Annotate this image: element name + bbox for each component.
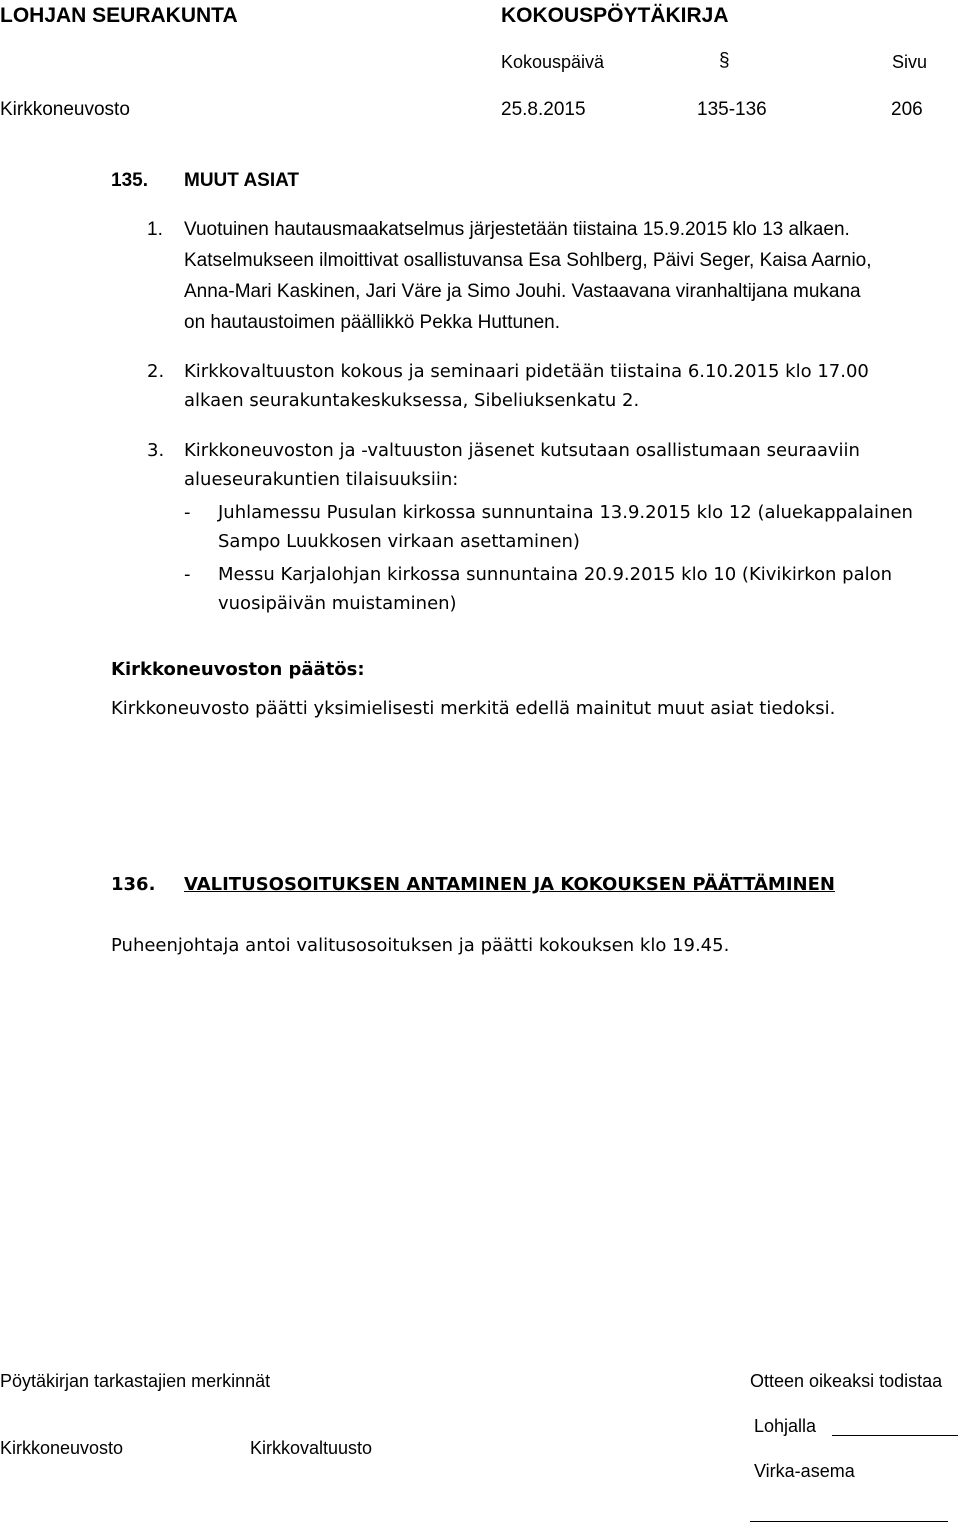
date-column-label: Kokouspäivä — [501, 52, 605, 72]
item-1-line: Vuotuinen hautausmaakatselmus järjestetään tiistaina 15.9.2015 klo 13 alkaen. — [184, 219, 850, 240]
certified-label: Otteen oikeaksi todistaa — [750, 1371, 943, 1391]
item-3-number: 3. — [147, 440, 165, 461]
place-signature-line — [832, 1435, 958, 1436]
sub-item-line: vuosipäivän muistaminen) — [218, 593, 457, 614]
section-range: 135-136 — [697, 99, 767, 120]
signature-line — [750, 1521, 948, 1522]
item-1-line: on hautaustoimen päällikkö Pekka Huttunen. — [184, 312, 561, 333]
item-1-line: Katselmukseen ilmoittivat osallistuvansa Esa Sohlberg, Päivi Seger, Kaisa Aarnio, — [184, 250, 872, 271]
sub-item-line: Juhlamessu Pusulan kirkossa sunnuntaina 13.9.2015 klo 12 (aluekappalainen — [218, 502, 913, 523]
checker-kirkkoneuvosto: Kirkkoneuvosto — [0, 1438, 124, 1458]
meeting-date: 25.8.2015 — [501, 99, 586, 120]
item-2-number: 2. — [147, 361, 165, 382]
item-2-line: Kirkkovaltuuston kokous ja seminaari pidetään tiistaina 6.10.2015 klo 17.00 — [184, 361, 869, 382]
sub-item-line: Messu Karjalohjan kirkossa sunnuntaina 20.9.2015 klo 10 (Kivikirkon palon — [218, 564, 893, 585]
checkers-label: Pöytäkirjan tarkastajien merkinnät — [0, 1371, 271, 1391]
page-column-label: Sivu — [892, 52, 928, 72]
section-136-text: Puheenjohtaja antoi valitusosoituksen ja päätti kokouksen klo 19.45. — [111, 935, 730, 956]
item-3-line: Kirkkoneuvoston ja -valtuuston jäsenet kutsutaan osallistumaan seuraaviin — [184, 440, 860, 461]
section-136-number: 136. — [111, 874, 156, 895]
checker-kirkkovaltuusto: Kirkkovaltuusto — [250, 1438, 373, 1458]
section-135-number: 135. — [111, 170, 148, 191]
body-name: Kirkkoneuvosto — [0, 99, 130, 120]
document-type: KOKOUSPÖYTÄKIRJA — [501, 4, 729, 27]
item-1-number: 1. — [147, 219, 163, 240]
item-2-line: alkaen seurakuntakeskuksessa, Sibeliuksenkatu 2. — [184, 390, 640, 411]
org-name: LOHJAN SEURAKUNTA — [0, 4, 238, 27]
decision-heading: Kirkkoneuvoston päätös: — [111, 659, 365, 680]
sub-item-dash: - — [184, 564, 191, 585]
section-135-title: MUUT ASIAT — [184, 170, 300, 191]
section-136-title: VALITUSOSOITUKSEN ANTAMINEN JA KOKOUKSEN PÄÄTTÄMINEN — [184, 874, 835, 895]
place-label: Lohjalla — [754, 1416, 817, 1436]
position-label: Virka-asema — [754, 1461, 855, 1481]
page-number: 206 — [891, 99, 923, 120]
sub-item-dash: - — [184, 502, 191, 523]
sub-item-line: Sampo Luukkosen virkaan asettaminen) — [218, 531, 580, 552]
decision-text: Kirkkoneuvosto päätti yksimielisesti merkitä edellä mainitut muut asiat tiedoksi. — [111, 698, 836, 719]
item-3-line: alueseurakuntien tilaisuuksiin: — [184, 469, 459, 490]
item-1-line: Anna-Mari Kaskinen, Jari Väre ja Simo Jouhi. Vastaavana viranhaltijana mukana — [184, 281, 861, 302]
section-column-label: § — [719, 50, 730, 71]
